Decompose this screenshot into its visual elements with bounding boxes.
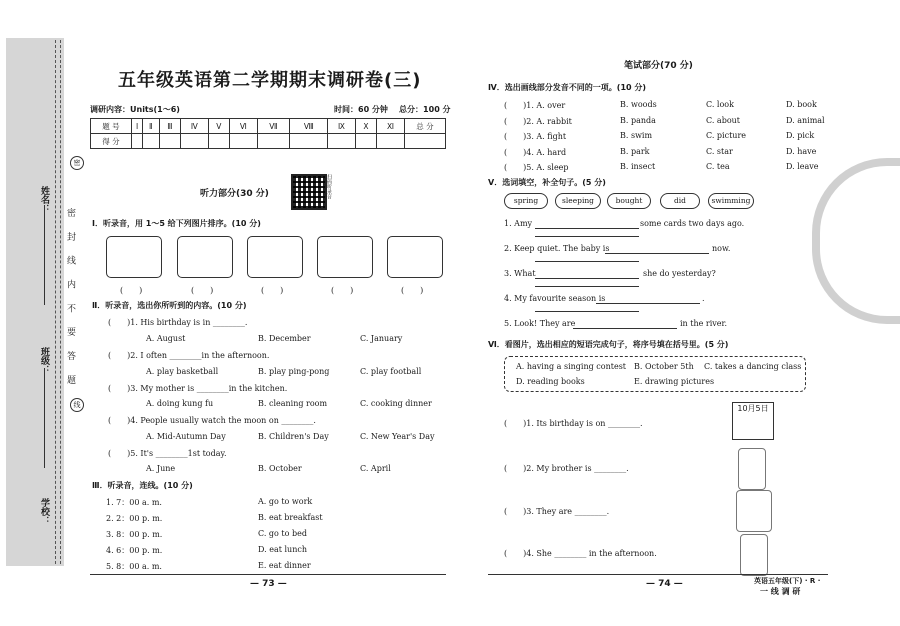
word-bought[interactable]: bought (607, 193, 651, 209)
phrase-b[interactable]: B. October 5th (634, 362, 694, 371)
answer-paren-3[interactable]: ( ) (261, 286, 284, 295)
score-cell: Ⅹ (355, 119, 376, 134)
score-input-cell[interactable] (405, 134, 446, 149)
seal-mark-bottom: 线 (70, 398, 84, 412)
score-cell: Ⅺ (377, 119, 405, 134)
reading-kids-icon (736, 490, 772, 532)
q4-3-b[interactable]: B. swim (620, 131, 653, 140)
calendar-icon (732, 402, 774, 440)
q4-2-c[interactable]: C. about (706, 116, 740, 125)
school-label: 学校： (39, 498, 49, 525)
section-3-heading: Ⅲ．听录音，连线。(10 分) (92, 481, 193, 490)
option-b[interactable]: B. play ping-pong (258, 367, 330, 376)
qr-caption: 扫码听录音 (326, 174, 332, 199)
q4-4-c[interactable]: C. star (706, 147, 733, 156)
question-2-2: ( )2. I often ________in the afternoon. (108, 351, 270, 360)
answer-paren-1[interactable]: ( ) (120, 286, 143, 295)
option-b[interactable]: B. December (258, 334, 311, 343)
option-a[interactable]: A. doing kung fu (146, 399, 214, 408)
listening-header: 听力部分(30 分) (200, 189, 269, 199)
q6-4: ( )4. She ________ in the afternoon. (504, 549, 657, 558)
page-number-right: — 74 — (646, 579, 683, 589)
score-input-cell[interactable] (132, 134, 143, 149)
q5-3-start: 3. What (504, 269, 536, 278)
match-right-a[interactable]: A. go to work (258, 497, 313, 506)
match-right-c[interactable]: C. go to bed (258, 529, 307, 538)
q4-3-c[interactable]: C. picture (706, 131, 747, 140)
q5-3-end: she do yesterday? (643, 269, 716, 278)
option-c[interactable]: C. April (360, 464, 391, 473)
score-cell: Ⅳ (181, 119, 209, 134)
q4-3-d[interactable]: D. pick (786, 131, 815, 140)
picture-2-clock-icon (177, 236, 233, 278)
option-b[interactable]: B. October (258, 464, 302, 473)
qr-code-icon[interactable] (291, 174, 327, 210)
q4-4-b[interactable]: B. park (620, 147, 650, 156)
option-b[interactable]: B. cleaning room (258, 399, 328, 408)
q5-2-writing-line[interactable] (535, 261, 639, 262)
calendar-date: 10月5日 (737, 404, 769, 413)
q4-1-d[interactable]: D. book (786, 100, 817, 109)
match-right-d[interactable]: D. eat lunch (258, 545, 307, 554)
score-cell: Ⅶ (257, 119, 290, 134)
section-6-heading: Ⅵ．看图片，选出相应的短语完成句子，将序号填在括号里。(5 分) (488, 340, 729, 349)
score-cell: Ⅴ (208, 119, 229, 134)
q4-1-a[interactable]: ( )1. A. over (504, 101, 566, 110)
section-4-heading: Ⅳ．选出画线部分发音不同的一项。(10 分) (488, 83, 647, 92)
q5-5-start: 5. Look! They are (504, 319, 576, 328)
question-2-3: ( )3. My mother is ________in the kitchen. (108, 384, 288, 393)
section-5-heading: Ⅴ．选词填空，补全句子。(5 分) (488, 178, 606, 187)
option-a[interactable]: A. June (146, 464, 176, 473)
q4-2-d[interactable]: D. animal (786, 116, 825, 125)
match-left-4[interactable]: 4. 6：00 p. m. (106, 546, 163, 555)
q5-2-blank[interactable] (605, 253, 709, 254)
q4-1-c[interactable]: C. look (706, 100, 734, 109)
q5-4-end: . (702, 294, 705, 303)
q5-4-blank[interactable] (596, 303, 700, 304)
q5-3-blank[interactable] (535, 278, 639, 279)
match-left-2[interactable]: 2. 2：00 p. m. (106, 514, 163, 523)
q4-2-b[interactable]: B. panda (620, 116, 656, 125)
name-field-line (44, 205, 45, 305)
answer-paren-4[interactable]: ( ) (331, 286, 354, 295)
q5-3-writing-line[interactable] (535, 286, 639, 287)
q4-5-b[interactable]: B. insect (620, 162, 656, 171)
dancing-girl-icon (740, 534, 768, 576)
word-sleeping[interactable]: sleeping (555, 193, 601, 209)
option-c[interactable]: C. play football (360, 367, 422, 376)
drawing-boy-icon (738, 448, 766, 490)
picture-5-cooking-icon (387, 236, 443, 278)
score-input-cell[interactable] (230, 134, 258, 149)
q4-2-a[interactable]: ( )2. A. rabbit (504, 117, 572, 126)
score-row-label: 得 分 (91, 134, 132, 149)
watermark-stamp-icon (812, 158, 900, 324)
match-right-e[interactable]: E. eat dinner (258, 561, 311, 570)
match-left-5[interactable]: 5. 8：00 a. m. (106, 562, 162, 571)
name-label: 姓名： (39, 186, 49, 213)
score-input-cell[interactable] (257, 134, 290, 149)
q4-5-a[interactable]: ( )5. A. sleep (504, 163, 569, 172)
q5-2-start: 2. Keep quiet. The baby is (504, 244, 610, 253)
score-cell: Ⅸ (328, 119, 355, 134)
q5-5-blank[interactable] (573, 328, 677, 329)
q5-1-writing-line[interactable] (535, 236, 639, 237)
q5-1-blank[interactable] (535, 228, 639, 229)
q4-1-b[interactable]: B. woods (620, 100, 657, 109)
q6-3: ( )3. They are ________. (504, 507, 610, 516)
seal-text: 密 封 线 内 不 要 答 题 (65, 208, 75, 391)
score-input-cell[interactable] (159, 134, 180, 149)
word-did[interactable]: did (660, 193, 700, 209)
score-cell: Ⅲ (159, 119, 180, 134)
section-2-heading: Ⅱ．听录音，选出你所听到的内容。(10 分) (92, 301, 247, 310)
score-input-cell[interactable] (290, 134, 328, 149)
score-input-cell[interactable] (377, 134, 405, 149)
score-input-cell[interactable] (328, 134, 355, 149)
q5-5-end: in the river. (680, 319, 728, 328)
q6-1: ( )1. Its birthday is on ________. (504, 419, 643, 428)
word-swimming[interactable]: swimming (708, 193, 754, 209)
option-a[interactable]: A. play basketball (146, 367, 219, 376)
q4-5-d[interactable]: D. leave (786, 162, 819, 171)
phrase-a[interactable]: A. having a singing contest (516, 362, 627, 371)
score-input-cell[interactable] (143, 134, 159, 149)
option-a[interactable]: A. August (146, 334, 186, 343)
phrase-c[interactable]: C. takes a dancing class (704, 362, 802, 371)
option-a[interactable]: A. Mid-Autumn Day (146, 432, 226, 441)
question-2-1: ( )1. His birthday is in ________. (108, 318, 248, 327)
phrase-d[interactable]: D. reading books (516, 377, 585, 386)
question-2-5: ( )5. It's ________1st today. (108, 449, 227, 458)
q4-3-a[interactable]: ( )3. A. fight (504, 132, 567, 141)
q5-1-start: 1. Amy (504, 219, 533, 228)
q5-4-writing-line[interactable] (535, 311, 639, 312)
q5-4-start: 4. My favourite season is (504, 294, 606, 303)
score-cell: 题 号 (91, 119, 132, 134)
word-spring[interactable]: spring (504, 193, 548, 209)
written-header: 笔试部分(70 分) (624, 61, 693, 71)
option-c[interactable]: C. January (360, 334, 403, 343)
score-cell: 总 分 (405, 119, 446, 134)
score-input-cell[interactable] (181, 134, 209, 149)
footer-rule-left (90, 574, 446, 575)
page-number-left: — 73 — (250, 579, 287, 589)
match-right-b[interactable]: B. eat breakfast (258, 513, 323, 522)
score-cell: Ⅷ (290, 119, 328, 134)
score-input-cell[interactable] (355, 134, 376, 149)
option-c[interactable]: C. New Year's Day (360, 432, 435, 441)
q4-5-c[interactable]: C. tea (706, 162, 730, 171)
score-cell: Ⅵ (230, 119, 258, 134)
q5-1-end: some cards two days ago. (640, 219, 745, 228)
match-left-1[interactable]: 1. 7：00 a. m. (106, 498, 162, 507)
question-2-4: ( )4. People usually watch the moon on ________. (108, 416, 316, 425)
score-cell: Ⅱ (143, 119, 159, 134)
seal-line-2 (60, 40, 61, 564)
picture-1-drawing-icon (106, 236, 162, 278)
footer-tag: 英语五年级(下) · R · (754, 577, 821, 585)
seal-mark-top: 密 (70, 156, 84, 170)
exam-title: 五年级英语第二学期期末调研卷(三) (118, 70, 422, 91)
footer-brand: 一 线 调 研 (760, 587, 801, 596)
answer-paren-2[interactable]: ( ) (191, 286, 214, 295)
picture-4-animals-icon (317, 236, 373, 278)
score-table-score-row (91, 134, 446, 149)
option-c[interactable]: C. cooking dinner (360, 399, 432, 408)
q4-4-d[interactable]: D. have (786, 147, 817, 156)
exam-time-score: 时间：60 分钟 总分：100 分 (334, 105, 451, 114)
exam-scope: 调研内容：Units(1～6) (90, 105, 180, 114)
footer-rule-right (488, 574, 828, 575)
q4-4-a[interactable]: ( )4. A. hard (504, 148, 567, 157)
section-1-heading: Ⅰ．听录音，用 1～5 给下列图片排序。(10 分) (92, 219, 261, 228)
picture-3-swimming-icon (247, 236, 303, 278)
q5-2-end: now. (712, 244, 731, 253)
answer-paren-5[interactable]: ( ) (401, 286, 424, 295)
q6-2: ( )2. My brother is ________. (504, 464, 629, 473)
score-cell: Ⅰ (132, 119, 143, 134)
seal-line (55, 40, 56, 564)
class-label: 班级： (39, 347, 49, 374)
phrase-e[interactable]: E. drawing pictures (634, 377, 715, 386)
class-field-line (44, 368, 45, 468)
score-table-header-row (91, 119, 446, 134)
score-input-cell[interactable] (208, 134, 229, 149)
score-table (90, 118, 446, 149)
match-left-3[interactable]: 3. 8：00 p. m. (106, 530, 163, 539)
option-b[interactable]: B. Children's Day (258, 432, 329, 441)
